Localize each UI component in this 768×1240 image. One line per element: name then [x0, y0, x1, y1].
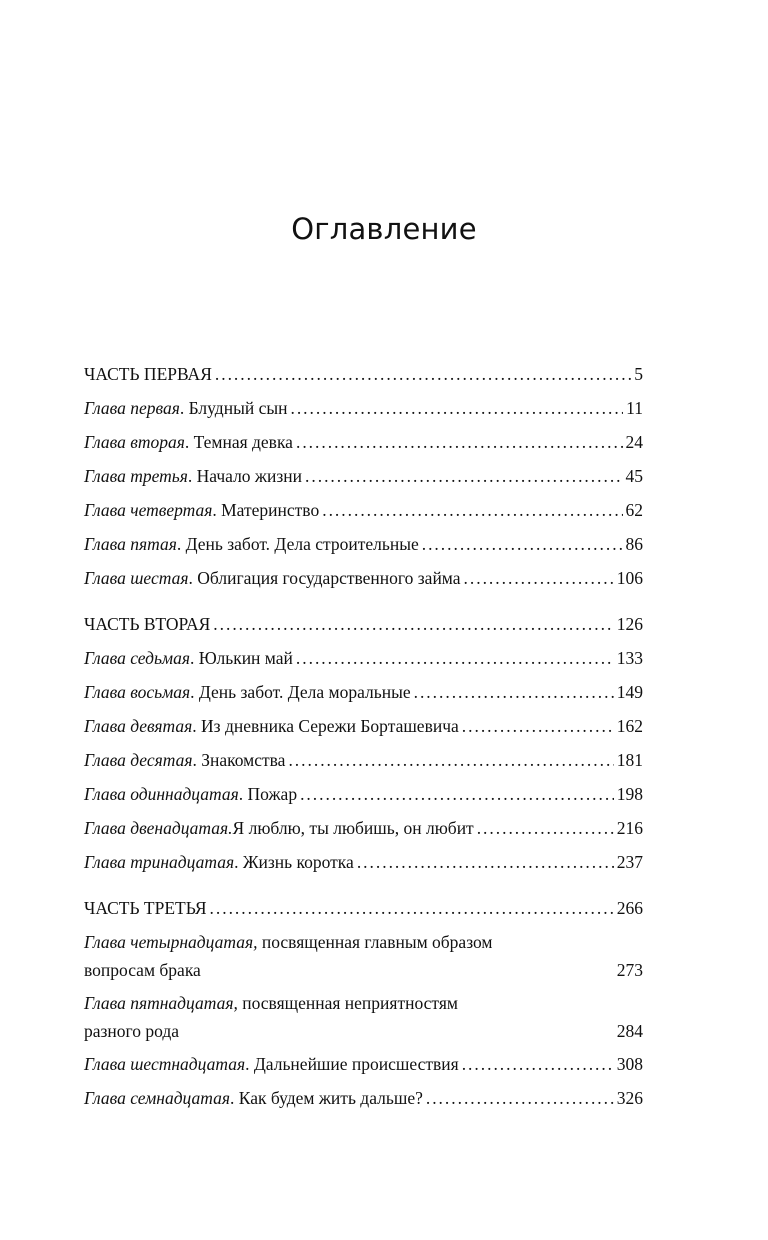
- page-number: 5: [634, 364, 643, 384]
- page-number: 181: [616, 750, 643, 770]
- page-number: 62: [625, 500, 643, 520]
- chapter-label: Глава одиннадцатая: [84, 784, 239, 804]
- leader-dots: [215, 360, 631, 388]
- page-number: 86: [625, 534, 643, 554]
- page-number: 237: [616, 852, 643, 872]
- chapter-title: . Как будем жить дальше?: [230, 1088, 423, 1108]
- leader-dots: [300, 780, 614, 808]
- part-label: ЧАСТЬ ПЕРВАЯ: [84, 364, 212, 384]
- page-number: 149: [616, 682, 643, 702]
- table-of-contents: [84, 360, 643, 1118]
- chapter-label: Глава четвертая: [84, 500, 213, 520]
- leader-dots: [322, 496, 622, 524]
- chapter-label: Глава шестая: [84, 568, 189, 588]
- toc-entry-chapter-3: [84, 462, 643, 496]
- toc-entry-chapter-14: [84, 928, 643, 989]
- page-number: 266: [616, 898, 643, 918]
- chapter-title: . Юлькин май: [189, 648, 293, 668]
- chapter-label: Глава четырнадцатая,: [84, 932, 258, 952]
- toc-entry-chapter-17: [84, 1084, 643, 1118]
- chapter-label: Глава шестнадцатая: [84, 1054, 246, 1074]
- leader-dots: [462, 1050, 614, 1078]
- page-number: 11: [626, 398, 643, 418]
- page-number: 24: [625, 432, 643, 452]
- toc-entry-chapter-16: [84, 1050, 643, 1084]
- chapter-title-continued: разного рода: [84, 1021, 180, 1041]
- chapter-title: Я люблю, ты любишь, он любит: [232, 818, 474, 838]
- toc-entry-chapter-13: [84, 848, 643, 882]
- chapter-title: . День забот. Дела моральные: [190, 682, 411, 702]
- page-number: 126: [616, 614, 643, 634]
- chapter-title: . День забот. Дела строительные: [176, 534, 419, 554]
- chapter-label: Глава вторая: [84, 432, 185, 452]
- page-number: 284: [616, 1021, 643, 1041]
- page-number: 273: [616, 960, 643, 980]
- leader-dots: [426, 1084, 614, 1112]
- toc-entry-chapter-4: [84, 496, 643, 530]
- chapter-title: . Темная девка: [184, 432, 293, 452]
- chapter-label: Глава двенадцатая.: [84, 818, 233, 838]
- chapter-title: . Знакомства: [192, 750, 286, 770]
- toc-entry-chapter-8: [84, 678, 643, 712]
- page-number: 198: [616, 784, 643, 804]
- chapter-label: Глава девятая: [84, 716, 193, 736]
- page-number: 106: [616, 568, 643, 588]
- page-number: 326: [616, 1088, 643, 1108]
- chapter-label: Глава пятнадцатая,: [84, 993, 238, 1013]
- leader-dots: [290, 394, 623, 422]
- toc-entry-chapter-1: [84, 394, 643, 428]
- chapter-label: Глава третья: [84, 466, 188, 486]
- toc-entry-chapter-12: [84, 814, 643, 848]
- chapter-title: . Блудный сын: [179, 398, 288, 418]
- leader-dots: [462, 712, 614, 740]
- page-number: 308: [616, 1054, 643, 1074]
- chapter-title: . Из дневника Сережи Борташевича: [192, 716, 459, 736]
- toc-entry-chapter-6: [84, 564, 643, 598]
- chapter-title: . Облигация государственного займа: [188, 568, 461, 588]
- chapter-title: . Материнство: [212, 500, 320, 520]
- chapter-title: . Жизнь коротка: [234, 852, 354, 872]
- part-label: ЧАСТЬ ТРЕТЬЯ: [84, 898, 207, 918]
- leader-dots: [213, 610, 613, 638]
- leader-dots: [210, 894, 614, 922]
- leader-dots: [464, 564, 614, 592]
- chapter-title: . Дальнейшие происшествия: [245, 1054, 459, 1074]
- leader-dots: [296, 644, 614, 672]
- leader-dots: [305, 462, 622, 490]
- toc-entry-chapter-2: [84, 428, 643, 462]
- toc-entry-part-2: [84, 610, 643, 644]
- toc-entry-chapter-9: [84, 712, 643, 746]
- page-number: 45: [625, 466, 643, 486]
- chapter-label: Глава семнадцатая: [84, 1088, 230, 1108]
- chapter-title: . Начало жизни: [187, 466, 303, 486]
- page-title: Оглавление: [291, 212, 477, 246]
- toc-entry-chapter-10: [84, 746, 643, 780]
- leader-dots: [477, 814, 614, 842]
- chapter-label: Глава пятая: [84, 534, 177, 554]
- leader-dots: [296, 428, 623, 456]
- chapter-title: . Пожар: [238, 784, 298, 804]
- chapter-label: Глава седьмая: [84, 648, 190, 668]
- toc-entry-chapter-5: [84, 530, 643, 564]
- page-number: 216: [616, 818, 643, 838]
- leader-dots: [422, 530, 623, 558]
- chapter-title-continued: вопросам брака: [84, 960, 201, 980]
- chapter-title: посвященная неприятностям: [237, 993, 458, 1013]
- toc-entry-part-3: [84, 894, 643, 928]
- leader-dots: [414, 678, 614, 706]
- page-number: 133: [616, 648, 643, 668]
- leader-dots: [357, 848, 614, 876]
- chapter-label: Глава восьмая: [84, 682, 191, 702]
- toc-entry-chapter-11: [84, 780, 643, 814]
- toc-entry-chapter-7: [84, 644, 643, 678]
- toc-entry-chapter-15: [84, 989, 643, 1050]
- toc-entry-part-1: [84, 360, 643, 394]
- leader-dots: [288, 746, 613, 774]
- chapter-label: Глава тринадцатая: [84, 852, 235, 872]
- page-number: 162: [616, 716, 643, 736]
- chapter-title: посвященная главным образом: [257, 932, 493, 952]
- part-label: ЧАСТЬ ВТОРАЯ: [84, 614, 211, 634]
- chapter-label: Глава первая: [84, 398, 180, 418]
- chapter-label: Глава десятая: [84, 750, 193, 770]
